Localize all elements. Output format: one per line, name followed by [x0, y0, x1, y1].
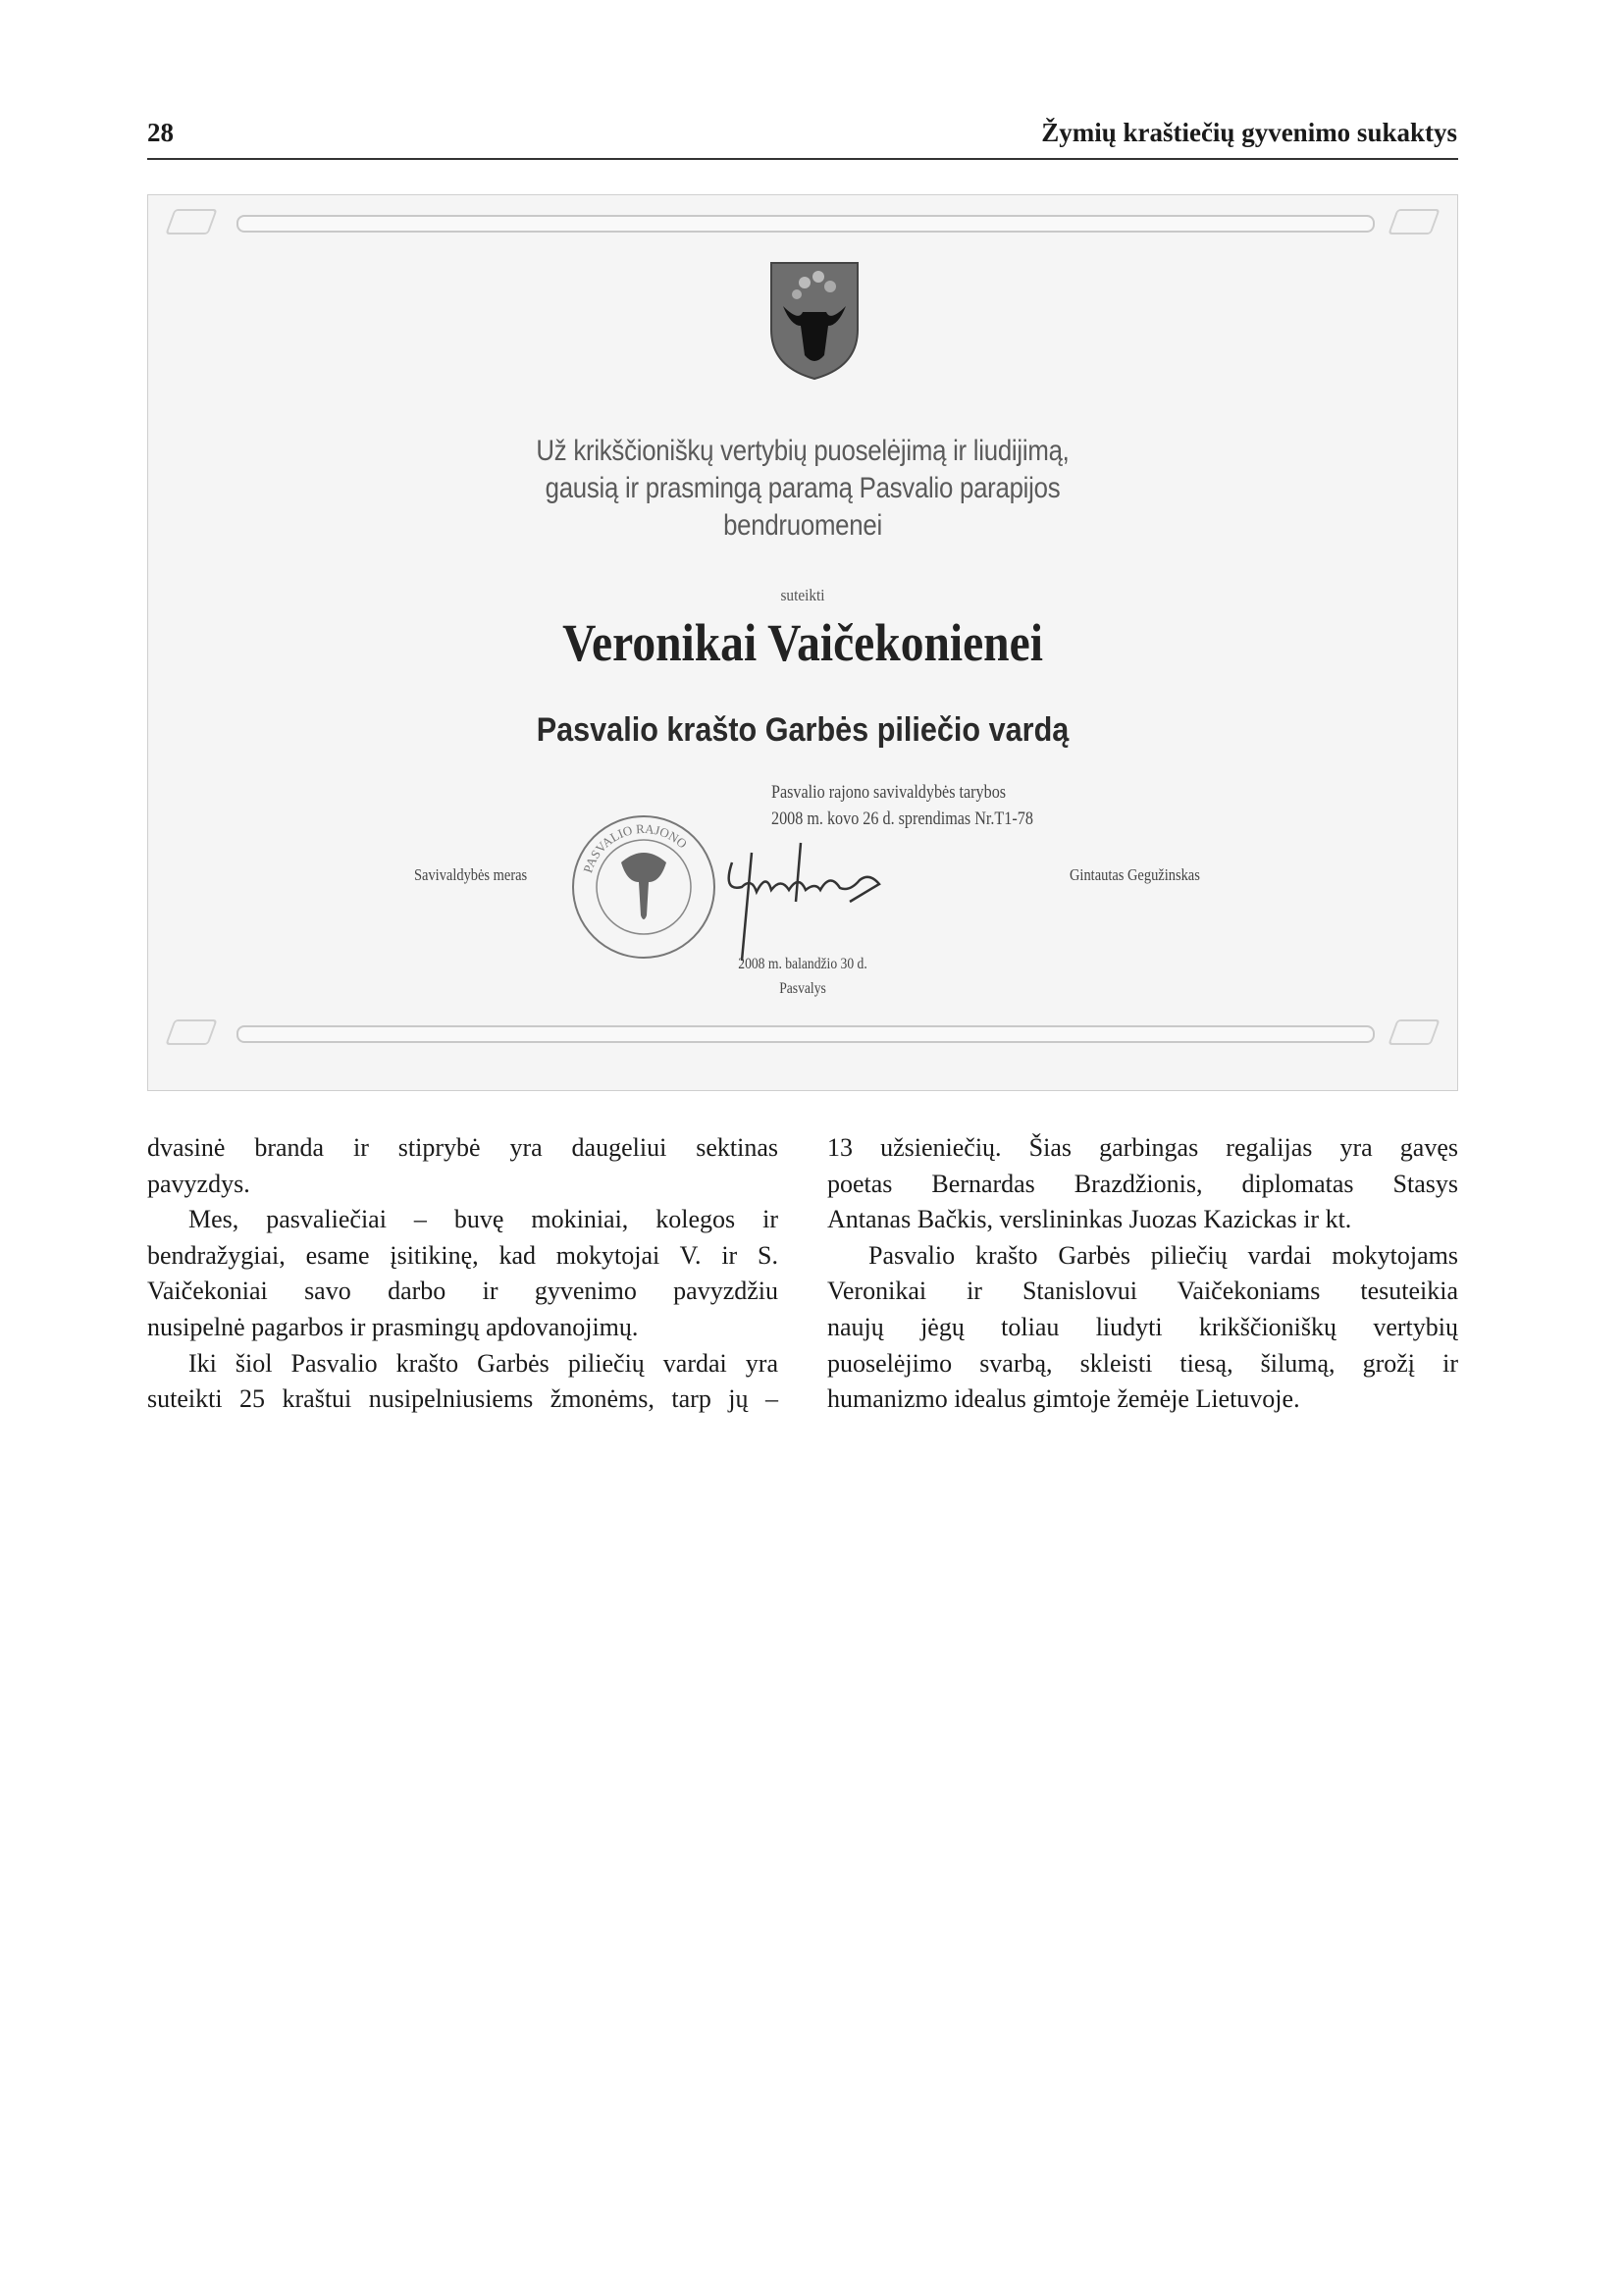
- dedication-line: gausią ir prasmingą paramą Pasvalio parapijos: [545, 472, 1061, 504]
- dedication-line: Už krikščioniškų vertybių puoselėjimą ir liudijimą,: [536, 435, 1070, 467]
- ribbon-end: [1388, 1019, 1440, 1045]
- signer-title: Savivaldybės meras: [414, 865, 528, 884]
- certificate-place: Pasvalys: [779, 980, 826, 997]
- recipient-name: Veronikai Vaičekonienei: [562, 613, 1043, 672]
- header-rule: [147, 158, 1458, 160]
- text-line: 13 užsieniečių. Šias garbingas regalijas yra gavęs: [827, 1133, 1458, 1162]
- text-line: bendražygiai, esame įsitikinę, kad mokytojai V. ir S.: [147, 1240, 778, 1270]
- text-line: puoselėjimo svarbą, skleisti tiesą, šilumą, grožį ir: [827, 1348, 1458, 1378]
- text-line: Iki šiol Pasvalio krašto Garbės piliečių vardai yra: [188, 1348, 778, 1378]
- text-line: Pasvalio krašto Garbės piliečių vardai mokytojams: [868, 1240, 1458, 1270]
- text-line: Veronikai ir Stanislovui Vaičekoniams tesuteikia: [827, 1277, 1458, 1306]
- ribbon-end: [165, 1019, 217, 1045]
- certificate-image: [147, 194, 1458, 1091]
- signer-name: Gintautas Gegužinskas: [1070, 865, 1200, 884]
- text-line: Mes, pasvaliečiai – buvę mokiniai, kolegos ir: [188, 1205, 778, 1234]
- right-text-column: [827, 1130, 1458, 1418]
- signature-icon: [712, 833, 948, 970]
- granted-label: suteikti: [780, 586, 825, 604]
- text-line: suteikti 25 kraštui nusipelniusiems žmonėms, tarp jų –: [147, 1384, 778, 1414]
- text-line: Vaičekoniai savo darbo ir gyvenimo pavyzdžiu: [147, 1277, 778, 1306]
- seal-text: PASVALIO RAJONO: [580, 820, 691, 875]
- left-text-column: [147, 1130, 778, 1418]
- text-line: nusipelnė pagarbos ir prasmingų apdovanojimų.: [147, 1312, 639, 1341]
- top-ribbon-border: [236, 215, 1375, 233]
- coat-of-arms-icon: [769, 261, 860, 381]
- seal-stamp-icon: [570, 813, 717, 961]
- bottom-ribbon-border: [236, 1025, 1375, 1043]
- page-number: 28: [147, 118, 174, 147]
- text-line: poetas Bernardas Brazdžionis, diplomatas Stasys: [827, 1169, 1458, 1198]
- decision-line: Pasvalio rajono savivaldybės tarybos: [771, 782, 1007, 803]
- ribbon-end: [1388, 209, 1440, 235]
- running-title: Žymių kraštiečių gyvenimo sukaktys: [1041, 118, 1457, 147]
- text-line: humanizmo idealus gimtoje žemėje Lietuvoje.: [827, 1384, 1300, 1414]
- text-line: pavyzdys.: [147, 1169, 250, 1198]
- text-line: naujų jėgų toliau liudyti krikščioniškų vertybių: [827, 1312, 1458, 1341]
- text-line: dvasinė branda ir stiprybė yra daugeliui sektinas: [147, 1133, 778, 1162]
- honor-title: Pasvalio krašto Garbės piliečio vardą: [536, 711, 1070, 749]
- ribbon-end: [165, 209, 217, 235]
- text-line: Antanas Bačkis, verslininkas Juozas Kazickas ir kt.: [827, 1205, 1352, 1234]
- decision-line: 2008 m. kovo 26 d. sprendimas Nr.T1-78: [771, 808, 1033, 829]
- certificate-date: 2008 m. balandžio 30 d.: [738, 956, 867, 972]
- dedication-line: bendruomenei: [723, 509, 882, 542]
